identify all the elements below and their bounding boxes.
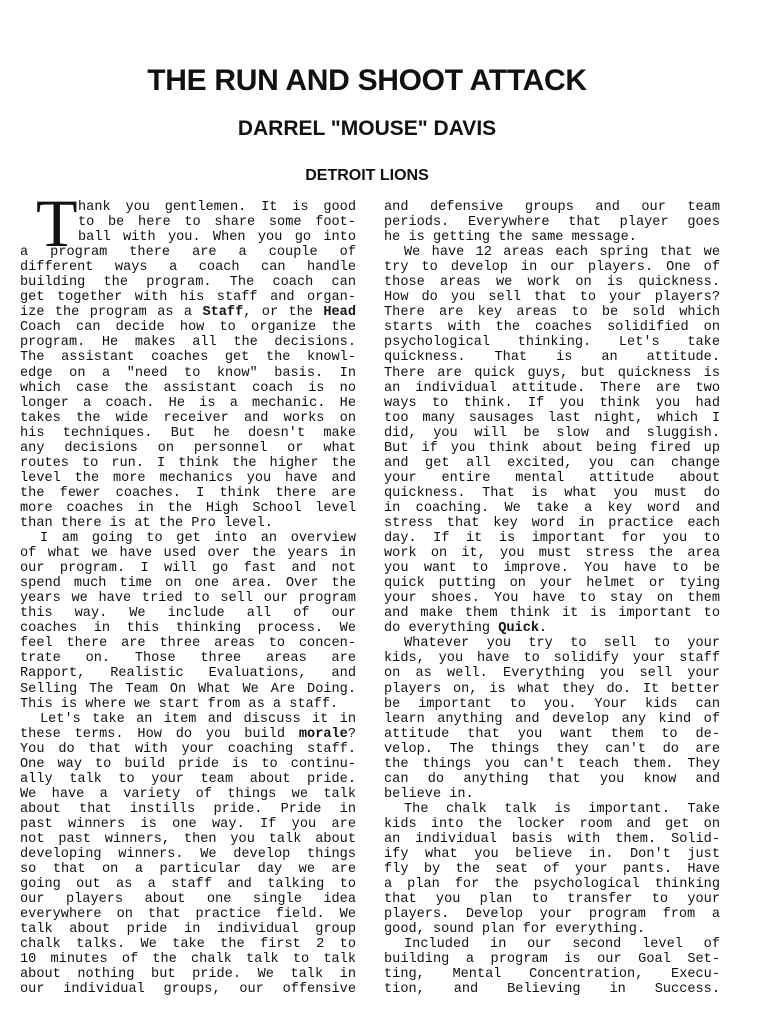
- text-line: The chalk talk is important. Take: [404, 801, 720, 817]
- text-line: quickness. That is what you must do: [384, 485, 720, 501]
- text-line: takes the wide receiver and works on: [20, 410, 356, 426]
- text-line: get together with his staff and organ-: [20, 290, 356, 306]
- text-line: level the more mechanics you have and: [20, 470, 356, 486]
- text-line: than there is at the Pro level.: [20, 515, 273, 531]
- text-line: building the program. The coach can: [20, 275, 356, 291]
- text-line: your entire mental attitude about: [384, 470, 720, 486]
- text-line: more coaches in the High School level: [20, 500, 356, 516]
- emphasis-staff: Staff: [202, 305, 244, 321]
- text-line: Coach can decide how to organize the: [20, 320, 356, 336]
- text-line: and defensive groups and our team: [384, 200, 720, 215]
- text-line: and make them think it is important to: [384, 606, 720, 622]
- text-line: an individual basis with them. Solid-: [384, 831, 720, 847]
- text-line: coaches in this thinking process. We: [20, 621, 356, 637]
- text-line: [20, 727, 356, 742]
- text-line: a program there are a couple of: [20, 245, 356, 261]
- text-line: everywhere on that practice field. We: [20, 907, 356, 923]
- drop-cap: T: [36, 185, 78, 261]
- text-line: going out as a staff and talking to: [20, 877, 356, 893]
- text-line: quickness. That is an attitude.: [384, 350, 720, 366]
- text-line: our program. I will go fast and not: [20, 561, 356, 577]
- text-line: this way. We include all of our: [20, 606, 356, 622]
- text-line: You do that with your coaching staff.: [20, 741, 356, 757]
- text-line: I am going to get into an overview: [40, 531, 356, 547]
- author-affiliation: DETROIT LIONS: [305, 167, 429, 184]
- text-line: This is where we start from as a staff.: [20, 696, 339, 712]
- text-line: building a program is our Goal Set-: [384, 952, 720, 968]
- text-line: But if you think about being fired up: [384, 440, 720, 456]
- text-line: tion, and Believing in Success.: [384, 982, 720, 998]
- text-line: your shoes. You have to stay on them: [384, 591, 720, 607]
- text-segment: ize the program as a: [20, 305, 203, 321]
- text-line: which case the assistant coach is no: [20, 380, 356, 396]
- text-line: work on it, you must stress the area: [384, 546, 720, 562]
- text-line: try to develop in our players. One of: [384, 260, 720, 276]
- text-line: players on, is what they do. It better: [384, 681, 720, 697]
- text-line: can do anything that you know and: [384, 771, 720, 787]
- text-line: too many sausages last night, which I: [384, 410, 720, 426]
- text-line: an individual attitude. There are two: [384, 380, 720, 396]
- text-line: ify what you believe in. Don't just: [384, 847, 720, 863]
- text-line: day. If it is important for you to: [384, 531, 720, 547]
- text-line: in coaching. We take a key word and: [384, 500, 720, 516]
- text-line: ally talk to your team about pride.: [20, 771, 356, 787]
- text-line: a plan for the psychological thinking: [384, 877, 720, 893]
- left-column: [20, 200, 356, 997]
- text-line: past winners is one way. If you are: [20, 816, 356, 832]
- text-line: 10 minutes of the chalk talk to talk: [20, 952, 356, 968]
- text-line: Rapport, Realistic Evaluations, and: [20, 666, 356, 682]
- text-line: fly by the seat of your pants. Have: [384, 862, 720, 878]
- text-line: to be here to share some foot-: [78, 215, 356, 231]
- text-line: There are key areas to be sold which: [384, 305, 720, 321]
- text-line: the things you can't teach them. They: [384, 756, 720, 772]
- text-line: [384, 621, 720, 636]
- emphasis-morale: morale: [298, 726, 348, 742]
- text-line: program. He makes all the decisions.: [20, 335, 356, 351]
- text-line: developing winners. We develop things: [20, 847, 356, 863]
- emphasis-quick: Quick: [498, 621, 540, 637]
- text-line: good, sound plan for everything.: [384, 922, 646, 938]
- text-line: talk about pride in individual group: [20, 922, 356, 938]
- article-title: THE RUN AND SHOOT ATTACK: [147, 64, 587, 97]
- text-line: [20, 305, 356, 320]
- text-line: about that instills pride. Pride in: [20, 801, 356, 817]
- text-line: our players about one single idea: [20, 892, 356, 908]
- text-line: years we have tried to sell our program: [20, 591, 356, 607]
- text-line: trate on. Those three areas are: [20, 651, 356, 667]
- text-line: about nothing but pride. We talk in: [20, 967, 356, 983]
- text-line: longer a coach. He is a mechanic. He: [20, 395, 356, 411]
- text-line: periods. Everywhere that player goes: [384, 215, 720, 231]
- text-segment: ?: [347, 726, 356, 742]
- text-line: different ways a coach can handle: [20, 260, 356, 276]
- text-line: learn anything and develop any kind of: [384, 711, 720, 727]
- text-line: any decisions on personnel or what: [20, 440, 356, 456]
- text-segment: , or the: [243, 305, 324, 321]
- text-line: stress that key word in practice each: [384, 515, 720, 531]
- text-line: ways to think. If you think you had: [384, 395, 720, 411]
- text-line: the fewer coaches. I think there are: [20, 485, 356, 501]
- text-line: Included in our second level of: [404, 937, 720, 953]
- text-line: his techniques. But he doesn't make: [20, 425, 356, 441]
- text-line: hank you gentlemen. It is good: [78, 200, 356, 215]
- text-segment: .: [539, 621, 548, 637]
- text-line: starts with the coaches solidified on: [384, 320, 720, 336]
- text-line: kids, you have to solidify your staff: [384, 651, 720, 667]
- text-line: kids into the locker room and get on: [384, 816, 720, 832]
- text-line: believe in.: [384, 786, 474, 802]
- right-column: [384, 200, 720, 997]
- text-line: We have a variety of things we talk: [20, 786, 356, 802]
- emphasis-head: Head: [323, 305, 356, 321]
- text-line: routes to run. I think the higher the: [20, 455, 356, 471]
- text-line: Selling The Team On What We Are Doing.: [20, 681, 356, 697]
- text-line: our individual groups, our offensive: [20, 982, 356, 998]
- text-line: be important to you. Your kids can: [384, 696, 720, 712]
- text-line: attitude that you want them to de-: [384, 726, 720, 742]
- text-line: spend much time on one area. Over the: [20, 576, 356, 592]
- text-line: ting, Mental Concentration, Execu-: [384, 967, 720, 983]
- text-line: of what we have used over the years in: [20, 546, 356, 562]
- text-line: not past winners, then you talk about: [20, 831, 356, 847]
- text-line: velop. The things they can't do are: [384, 741, 720, 757]
- text-line: One way to build pride is to continu-: [20, 756, 356, 772]
- text-line: feel there are three areas to concen-: [20, 636, 356, 652]
- text-line: chalk talks. We take the first 2 to: [20, 937, 356, 953]
- text-line: players. Develop your program from a: [384, 907, 720, 923]
- text-line: ball with you. When you go into: [78, 230, 356, 246]
- text-line: that you plan to transfer to your: [384, 892, 720, 908]
- text-line: he is getting the same message.: [384, 230, 637, 246]
- text-segment: these terms. How do you build: [20, 726, 299, 742]
- text-line: psychological thinking. Let's take: [384, 335, 720, 351]
- text-line: Let's take an item and discuss it in: [40, 711, 356, 727]
- text-line: We have 12 areas each spring that we: [404, 245, 720, 261]
- text-line: on as well. Everything you sell your: [384, 666, 720, 682]
- text-line: so that on a particular day we are: [20, 862, 356, 878]
- text-line: edge on a "need to know" basis. In: [20, 365, 356, 381]
- text-line: those areas we work on is quickness.: [384, 275, 720, 291]
- text-line: did, you will be slow and sluggish.: [384, 425, 720, 441]
- text-line: The assistant coaches get the knowl-: [20, 350, 356, 366]
- text-line: Whatever you try to sell to your: [404, 636, 720, 652]
- text-line: quick putting on your helmet or tying: [384, 576, 720, 592]
- text-line: There are quick guys, but quickness is: [384, 365, 720, 381]
- text-line: you want to improve. You have to be: [384, 561, 720, 577]
- text-segment: do everything: [384, 621, 499, 637]
- author-name: DARREL "MOUSE" DAVIS: [237, 117, 497, 140]
- text-line: and get all excited, you can change: [384, 455, 720, 471]
- text-line: How do you sell that to your players?: [384, 290, 720, 306]
